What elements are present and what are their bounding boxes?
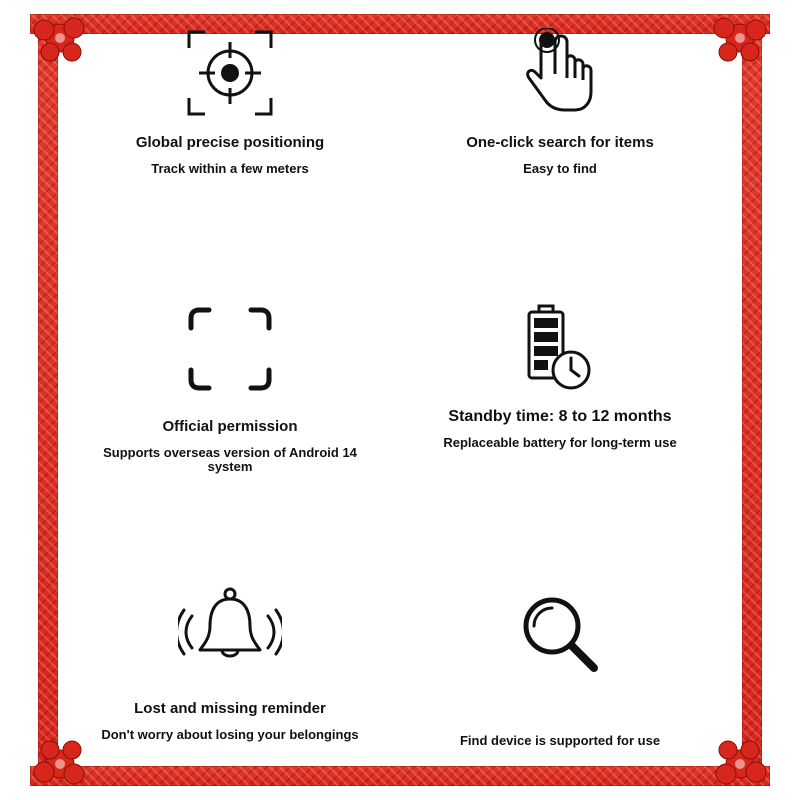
- feature-find-device: [410, 734, 710, 748]
- finger-tap-icon: [525, 28, 595, 114]
- feature-subtitle: Replaceable battery for long-term use: [443, 435, 677, 450]
- feature-global-positioning: [80, 134, 380, 176]
- crosshair-target-icon: [185, 28, 275, 118]
- bell-ringing-icon: [178, 586, 282, 666]
- frame-border-left: [38, 30, 58, 770]
- feature-title: Standby time: 8 to 12 months: [448, 408, 672, 425]
- features-grid: [58, 34, 742, 766]
- magnifier-icon: [518, 594, 602, 678]
- feature-one-click-search: [410, 134, 710, 176]
- feature-standby-time: [410, 408, 710, 450]
- feature-title: Global precise positioning: [135, 134, 325, 151]
- frame-border-bottom: [30, 766, 770, 786]
- feature-title: One-click search for items: [466, 134, 654, 151]
- feature-title: Official permission: [162, 418, 298, 435]
- battery-clock-icon: [525, 304, 595, 394]
- feature-subtitle: Supports overseas version of Android 14 system: [103, 445, 357, 474]
- frame-border-right: [742, 30, 762, 770]
- feature-title: Lost and missing reminder: [134, 700, 326, 717]
- feature-subtitle: Don't worry about losing your belongings: [101, 727, 359, 742]
- feature-subtitle: Track within a few meters: [151, 161, 309, 176]
- feature-subtitle: Easy to find: [523, 161, 597, 176]
- frame-border-top: [30, 14, 770, 34]
- feature-lost-reminder: [80, 700, 380, 742]
- scan-frame-icon: [185, 304, 275, 394]
- feature-official-permission: [80, 418, 380, 474]
- feature-subtitle: Find device is supported for use: [459, 733, 661, 748]
